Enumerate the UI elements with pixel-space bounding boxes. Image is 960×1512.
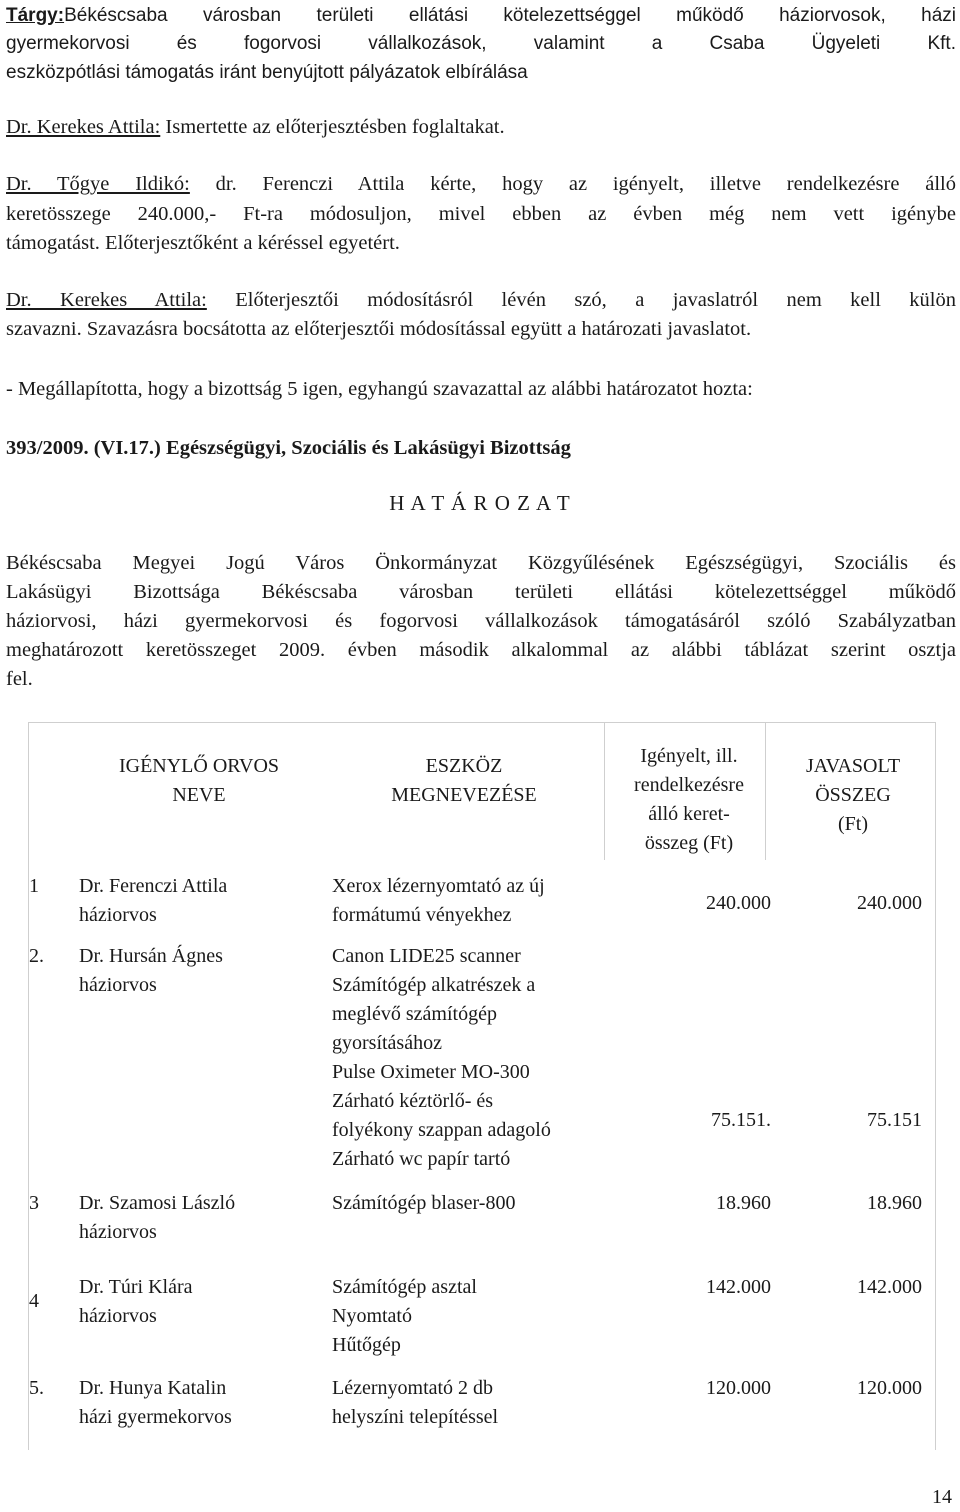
- header-line: összeg (Ft): [644, 832, 734, 854]
- doctor-title-line: háziorvos: [79, 1221, 157, 1243]
- paragraph-togye-line-2: keretösszege 240.000,- Ft-ra módosuljon, mivel ebben az évben még nem vett igénybe: [6, 203, 956, 225]
- doctor-name: [79, 872, 339, 930]
- paragraph-text: dr. Ferenczi Attila kérte, hogy az igényelt, illetve rendelkezésre álló: [189, 173, 956, 195]
- table-column-divider: [604, 723, 605, 860]
- doctor-name: [79, 1273, 339, 1331]
- header-item-name: [344, 752, 584, 810]
- requested-amount: 75.151.: [711, 1109, 771, 1131]
- item-line: Lézernyomtató 2 db: [332, 1377, 494, 1399]
- proposed-amount: 75.151: [867, 1109, 922, 1131]
- item-line: Számítógép alkatrészek a: [332, 974, 536, 996]
- table-column-divider: [765, 723, 766, 860]
- item-line: Zárható wc papír tartó: [332, 1148, 511, 1170]
- subject-line-3: eszközpótlási támogatás iránt benyújtott pályázatok elbírálása: [6, 62, 528, 83]
- item-line: Xerox lézernyomtató az új: [332, 875, 545, 897]
- allocation-table: [28, 722, 936, 1450]
- item-line: Számítógép blaser-800: [332, 1192, 516, 1214]
- doctor-name-line: Dr. Ferenczi Attila: [79, 875, 228, 897]
- header-line: rendelkezésre: [634, 774, 744, 796]
- paragraph-togye-line-3: támogatást. Előterjesztőként a kéréssel egyetért.: [6, 232, 400, 254]
- resolution-line-1: Békéscsaba Megyei Jogú Város Önkormányzat Közgyűlésének Egészségügyi, Szociális és: [6, 552, 956, 574]
- subject-label: Tárgy:: [6, 5, 65, 26]
- subject-line-1: [6, 0, 956, 31]
- subject-text-1: Békéscsaba városban területi ellátási kötelezettséggel működő háziorvosok, házi: [64, 5, 956, 26]
- requested-amount: 120.000: [706, 1377, 771, 1399]
- speaker-name: Dr. Kerekes Attila:: [6, 289, 207, 311]
- resolution-title: H A T Á R O Z A T: [389, 491, 571, 515]
- item-line: Canon LIDE25 scanner: [332, 945, 521, 967]
- row-number: 2.: [29, 945, 44, 967]
- doctor-name-line: Dr. Hursán Ágnes: [79, 945, 223, 967]
- item-line: formátumú vényekhez: [332, 904, 512, 926]
- header-line: ESZKÖZ: [425, 755, 503, 777]
- doctor-name-line: Dr. Szamosi László: [79, 1192, 236, 1214]
- item-list: [332, 1189, 612, 1218]
- proposed-amount: 240.000: [857, 892, 922, 914]
- item-line: Pulse Oximeter MO-300: [332, 1061, 530, 1083]
- doctor-name: [79, 1374, 339, 1432]
- speaker-name: Dr. Kerekes Attila:: [6, 116, 161, 138]
- item-line: helyszíni telepítéssel: [332, 1406, 499, 1428]
- item-line: meglévő számítógép: [332, 1003, 497, 1025]
- paragraph-text: Ismertette az előterjesztésben foglaltakat.: [160, 116, 505, 138]
- item-list: [332, 872, 612, 930]
- requested-amount: 18.960: [716, 1192, 771, 1214]
- resolution-committee: Egészségügyi, Szociális és Lakásügyi Bizottság: [160, 437, 571, 459]
- header-line: Igényelt, ill.: [640, 745, 738, 767]
- paragraph-kerekes-2-line-1: [6, 285, 956, 315]
- header-line: NEVE: [172, 784, 226, 806]
- proposed-amount: 142.000: [857, 1276, 922, 1298]
- header-line: MEGNEVEZÉSE: [391, 784, 537, 806]
- resolution-line-3: háziorvosi, házi gyermekorvosi és fogorvosi vállalkozások támogatásáról szóló Szabályzatban: [6, 610, 956, 632]
- speaker-name: Dr. Tőgye Ildikó:: [6, 173, 190, 195]
- doctor-title-line: háziorvos: [79, 904, 157, 926]
- paragraph-togye-line-1: [6, 169, 956, 199]
- proposed-amount: 120.000: [857, 1377, 922, 1399]
- item-line: Számítógép asztal: [332, 1276, 477, 1298]
- row-number: 1: [29, 875, 39, 897]
- subject-line-2: gyermekorvosi és fogorvosi vállalkozások, valamint a Csaba Ügyeleti Kft.: [6, 33, 956, 54]
- item-line: gyorsításához: [332, 1032, 442, 1054]
- row-number: 3: [29, 1192, 39, 1214]
- resolution-number: 393/2009. (VI.17.): [6, 437, 161, 459]
- resolution-line-2: Lakásügyi Bizottsága Békéscsaba városban területi ellátási kötelezettséggel működő: [6, 581, 956, 603]
- doctor-title-line: háziorvos: [79, 974, 157, 996]
- doctor-name-line: Dr. Túri Klára: [79, 1276, 193, 1298]
- header-doctor-name: [69, 752, 329, 810]
- header-line: álló keret-: [648, 803, 730, 825]
- item-line: folyékony szappan adagoló: [332, 1119, 551, 1141]
- paragraph-kerekes-2-line-2: szavazni. Szavazásra bocsátotta az előterjesztői módosítással együtt a határozati javaslatot.: [6, 318, 752, 340]
- item-list: [332, 1273, 612, 1360]
- row-number: 5.: [29, 1377, 44, 1399]
- item-list: [332, 942, 612, 1174]
- header-requested-amount: [614, 742, 764, 858]
- item-line: Hűtőgép: [332, 1334, 401, 1356]
- header-line: ÖSSZEG: [815, 784, 891, 806]
- paragraph-text: Előterjesztői módosításról lévén szó, a javaslatról nem kell külön: [206, 289, 957, 311]
- doctor-title-line: házi gyermekorvos: [79, 1406, 232, 1428]
- item-list: [332, 1374, 612, 1432]
- header-proposed-amount: [773, 752, 933, 839]
- paragraph-kerekes-1: [6, 112, 956, 142]
- requested-amount: 240.000: [706, 892, 771, 914]
- header-line: JAVASOLT: [805, 755, 901, 777]
- doctor-name: [79, 1189, 339, 1247]
- header-line: (Ft): [838, 813, 868, 835]
- resolution-line-4: meghatározott keretösszeget 2009. évben második alkalommal az alábbi táblázat szerint osztja: [6, 639, 956, 661]
- doctor-name: [79, 942, 339, 1000]
- item-line: Zárható kéztörlő- és: [332, 1090, 494, 1112]
- requested-amount: 142.000: [706, 1276, 771, 1298]
- resolution-line-5: fel.: [6, 668, 33, 690]
- item-line: Nyomtató: [332, 1305, 412, 1327]
- row-number: 4: [29, 1290, 39, 1312]
- resolution-heading: [6, 433, 956, 463]
- header-line: IGÉNYLŐ ORVOS: [118, 755, 280, 777]
- doctor-title-line: háziorvos: [79, 1305, 157, 1327]
- doctor-name-line: Dr. Hunya Katalin: [79, 1377, 227, 1399]
- paragraph-vote-result: - Megállapította, hogy a bizottság 5 igen, egyhangú szavazattal az alábbi határozatot hozta:: [6, 378, 753, 400]
- page-number: 14: [932, 1486, 952, 1508]
- proposed-amount: 18.960: [867, 1192, 922, 1214]
